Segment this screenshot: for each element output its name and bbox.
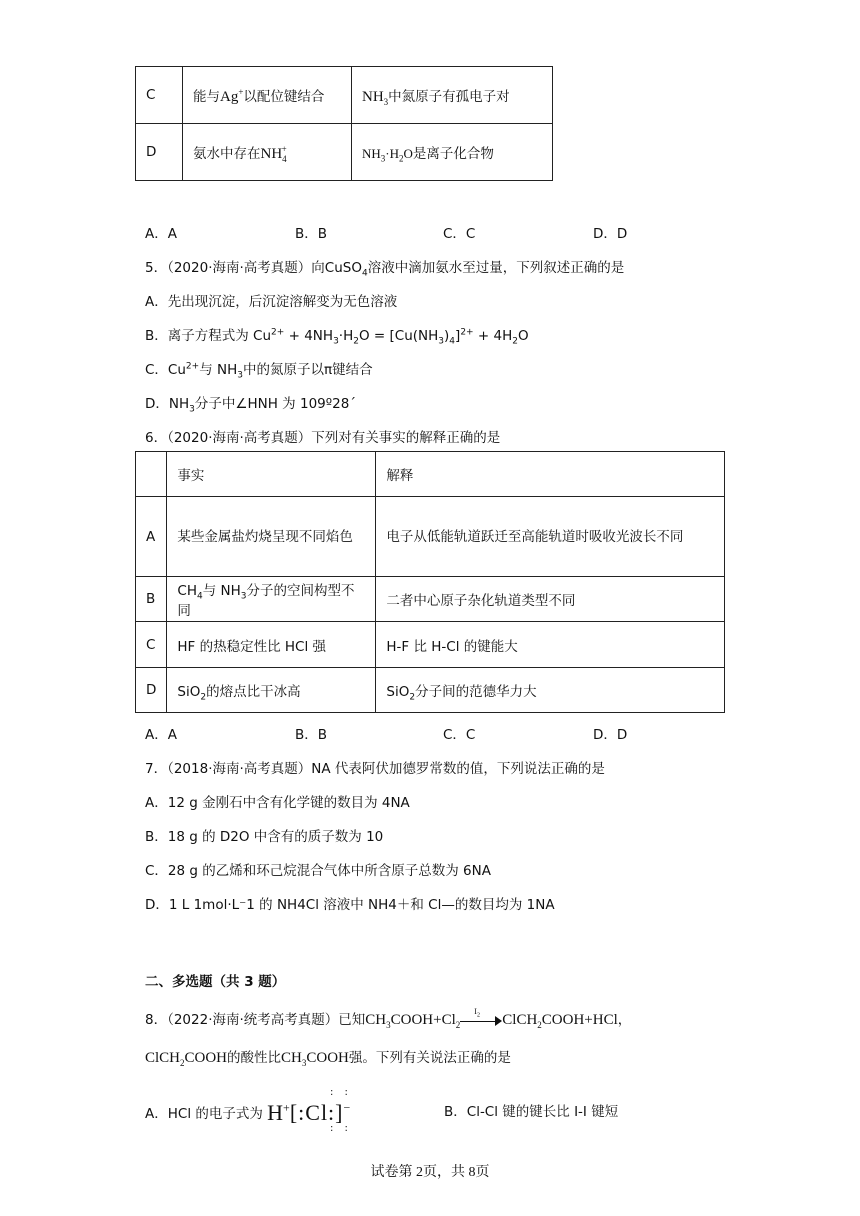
- text: + 4H: [473, 328, 513, 344]
- question-5-option-d: [145, 392, 357, 415]
- formula: O: [403, 146, 413, 161]
- page-footer: 试卷第 2页，共 8页: [370, 1165, 490, 1180]
- text: 8．（2022·海南·统考高考真题）已知: [145, 1012, 366, 1028]
- formula: CuSO: [324, 260, 362, 276]
- formula: H: [267, 1100, 284, 1125]
- formula: NH: [362, 88, 384, 105]
- text: 5．（2020·海南·高考真题）向: [145, 260, 325, 276]
- table-q6: [135, 451, 725, 713]
- subscript: 2: [200, 692, 207, 703]
- row-label: C: [136, 622, 167, 668]
- text: B．离子方程式为 Cu: [145, 328, 272, 344]
- lone-pair-dots-icon: : :: [330, 1123, 352, 1134]
- text: 与 NH: [199, 362, 238, 378]
- text: 的酸性比: [227, 1050, 282, 1066]
- superscript: −: [343, 1100, 351, 1115]
- text: 溶液中滴加氨水至过量，下列叙述正确的是: [367, 260, 625, 276]
- text: 分子的空间构型不同: [177, 583, 355, 619]
- subscript: 4: [449, 336, 456, 347]
- text: 分子中∠HNH 为 109º28´: [194, 396, 357, 412]
- formula: ClCH: [145, 1050, 181, 1066]
- row-label: A: [136, 497, 167, 577]
- subscript: 3: [301, 1058, 307, 1068]
- text: ·H: [338, 328, 354, 344]
- subscript: 3: [240, 591, 247, 602]
- superscript: 2+: [185, 361, 200, 372]
- formula: CH: [281, 1050, 302, 1066]
- cell-phenomenon: [183, 67, 352, 124]
- text: + 4NH: [284, 328, 334, 344]
- cell-explain: 电子从低能轨道跃迁至高能轨道时吸收光波长不同: [376, 497, 725, 577]
- text: 氨水中存在: [193, 145, 261, 162]
- text: 以配位键结合: [243, 88, 325, 105]
- table-row: [136, 668, 725, 713]
- cell-fact: HF 的热稳定性比 HCl 强: [167, 622, 376, 668]
- subscript: 2: [399, 153, 404, 164]
- text: D．NH: [145, 396, 190, 412]
- option-d: D．D: [593, 727, 628, 743]
- question-6-stem: 6．（2020·海南·高考真题）下列对有关事实的解释正确的是: [145, 430, 501, 446]
- table-q4-continued: [135, 66, 553, 181]
- table-row: [136, 622, 725, 668]
- reaction-arrow-icon: [460, 1007, 502, 1027]
- text: A．HCl 的电子式为: [145, 1106, 263, 1122]
- subscript: 3: [438, 336, 445, 347]
- charge: +: [281, 143, 287, 154]
- header-fact: 事实: [167, 452, 376, 497]
- formula: COOH: [306, 1050, 349, 1066]
- table-row: [136, 67, 553, 124]
- text: 分子间的范德华力大: [415, 684, 537, 700]
- superscript: +: [283, 1100, 290, 1115]
- row-label: D: [136, 668, 167, 713]
- text: 的熔点比干冰高: [206, 684, 301, 700]
- subscript: 2: [353, 336, 359, 347]
- subscript: 2: [455, 1020, 461, 1030]
- question-7-stem: 7．（2018·海南·高考真题）NA 代表阿伏加德罗常数的值，下列说法正确的是: [145, 761, 605, 777]
- question-8-stem-line2: [145, 1046, 511, 1067]
- answer-options: [145, 222, 745, 242]
- text: 是离子化合物: [412, 146, 494, 162]
- subscript: 4: [361, 268, 368, 279]
- option-b: B．B: [295, 727, 328, 743]
- subscript: 2: [476, 1012, 480, 1019]
- superscript: 2+: [271, 327, 285, 338]
- question-5-option-b: [145, 324, 529, 347]
- formula: [:Cl:]: [289, 1100, 344, 1125]
- header-label: [136, 452, 167, 497]
- electron-formula: [267, 1100, 350, 1125]
- superscript: 2+: [460, 327, 474, 338]
- subscript: 4: [196, 591, 203, 602]
- subscript: 2: [180, 1058, 185, 1068]
- section-heading: 二、多选题（共 3 题）: [145, 974, 286, 990]
- question-5-option-a: A．先出现沉淀，后沉淀溶解变为无色溶液: [145, 294, 398, 310]
- cell-fact: [167, 577, 376, 622]
- cell-phenomenon: [183, 124, 352, 181]
- question-7-option-b: B．18 g 的 D2O 中含有的质子数为 10: [145, 829, 384, 845]
- subscript: 3: [380, 153, 386, 164]
- option-a: A．A: [145, 226, 177, 242]
- question-8-option-b: B．Cl-Cl 键的键长比 I-I 键短: [444, 1104, 619, 1120]
- question-7-option-c: C．28 g 的乙烯和环己烷混合气体中所含原子总数为 6NA: [145, 863, 491, 879]
- text: 强。下列有关说法正确的是: [348, 1050, 511, 1066]
- row-label: C: [136, 67, 183, 124]
- cell-explain: H-F 比 H-Cl 的键能大: [376, 622, 725, 668]
- cell-fact: [167, 668, 376, 713]
- row-label: B: [136, 577, 167, 622]
- lone-pair-dots-icon: : :: [330, 1087, 352, 1098]
- formula: ClCH: [502, 1012, 538, 1028]
- question-5-stem: [145, 256, 625, 279]
- cell-fact: 某些金属盐灼烧呈现不同焰色: [167, 497, 376, 577]
- question-8-option-a: [145, 1098, 350, 1124]
- question-7-option-d: D．1 L 1mol·L⁻1 的 NH4Cl 溶液中 NH4＋和 Cl—的数目均为 1NA: [145, 897, 555, 913]
- table-header-row: [136, 452, 725, 497]
- text: C．Cu: [145, 362, 186, 378]
- text: ，: [617, 1012, 632, 1028]
- option-b: B．B: [295, 226, 328, 242]
- cell-reason: [352, 67, 553, 124]
- subscript: 3: [237, 370, 243, 381]
- option-a: A．A: [145, 727, 177, 743]
- question-8-stem: [145, 1008, 631, 1029]
- text: SiO: [177, 684, 201, 700]
- subscript: 2: [409, 692, 416, 703]
- formula: COOH: [184, 1050, 228, 1066]
- text: SiO: [386, 684, 410, 700]
- subscript: 4: [282, 153, 287, 164]
- table-row: [136, 497, 725, 577]
- answer-options: [145, 723, 745, 743]
- option-d: D．D: [593, 226, 628, 242]
- subscript: 3: [333, 336, 339, 347]
- formula: ·H: [385, 146, 399, 161]
- ion: NH: [260, 145, 283, 162]
- text: 与 NH: [202, 583, 241, 599]
- subscript: 3: [386, 1020, 391, 1030]
- formula: CH: [365, 1012, 387, 1028]
- option-c: C．C: [443, 226, 476, 242]
- text: 能与: [193, 88, 220, 105]
- question-7-option-a: A．12 g 金刚石中含有化学键的数目为 4NA: [145, 795, 410, 811]
- text: O = [Cu(NH: [358, 328, 439, 344]
- charge: +: [238, 86, 244, 97]
- subscript: 3: [189, 404, 195, 415]
- cell-reason: [352, 124, 553, 181]
- subscript: 3: [383, 96, 389, 107]
- row-label: D: [136, 124, 183, 181]
- text: 中氮原子有孤电子对: [388, 88, 510, 105]
- catalyst: I: [474, 1007, 477, 1016]
- text: ]: [455, 328, 461, 344]
- subscript: 2: [537, 1020, 542, 1030]
- subscript: 2: [512, 336, 518, 347]
- header-explain: 解释: [376, 452, 725, 497]
- text: O: [517, 328, 529, 344]
- formula: COOH+Cl: [390, 1012, 456, 1028]
- text: ): [444, 328, 450, 344]
- text: CH: [177, 583, 197, 599]
- option-c: C．C: [443, 727, 476, 743]
- cell-explain: [376, 668, 725, 713]
- text: 中的氮原子以π键结合: [242, 362, 373, 378]
- formula: NH: [362, 146, 381, 161]
- cell-explain: 二者中心原子杂化轨道类型不同: [376, 577, 725, 622]
- question-5-option-c: [145, 358, 373, 381]
- table-row: [136, 577, 725, 622]
- table-row: [136, 124, 553, 181]
- ion: Ag: [220, 88, 239, 105]
- formula: COOH+HCl: [541, 1012, 618, 1028]
